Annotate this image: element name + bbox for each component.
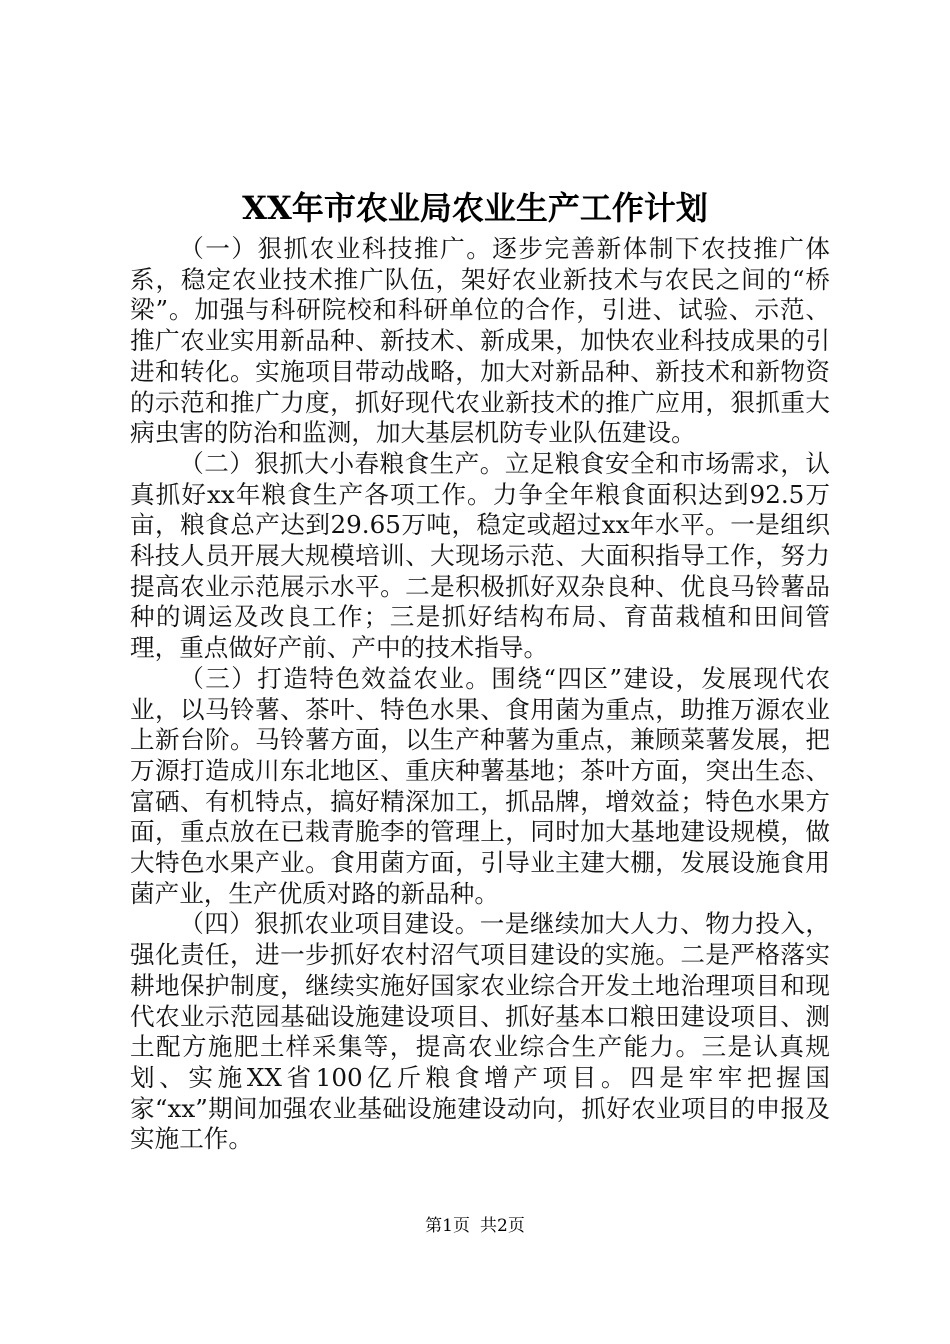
- page-number-current: 第1页: [425, 1216, 470, 1236]
- page-footer: [0, 1214, 950, 1238]
- paragraph-4: （四）狠抓农业项目建设。一是继续加大人力、物力投入，强化责任，进一步抓好农村沼气项目建设的实施。二是严格落实耕地保护制度，继续实施好国家农业综合开发土地治理项目和现代农业示范园基础设施建设项目、抓好基本口粮田建设项目、测土配方施肥土样采集等，提高农业综合生产能力。三是认真规划、实施XX省100亿斤粮食增产项目。四是牢牢把握国家“xx”期间加强农业基础设施建设动向，抓好农业项目的申报及实施工作。: [130, 909, 830, 1154]
- document-title: XX年市农业局农业生产工作计划: [242, 189, 708, 227]
- page-number-total: 共2页: [480, 1216, 525, 1236]
- paragraph-3: （三）打造特色效益农业。围绕“四区”建设，发展现代农业，以马铃薯、茶叶、特色水果、食用菌为重点，助推万源农业上新台阶。马铃薯方面，以生产种薯为重点，兼顾菜薯发展，把万源打造成川东北地区、重庆种薯基地；茶叶方面，突出生态、富硒、有机特点，搞好精深加工，抓品牌，增效益；特色水果方面，重点放在已栽青脆李的管理上，同时加大基地建设规模，做大特色水果产业。食用菌方面，引导业主建大棚，发展设施食用菌产业，生产优质对路的新品种。: [130, 663, 830, 908]
- paragraph-1: （一）狠抓农业科技推广。逐步完善新体制下农技推广体系，稳定农业技术推广队伍，架好农业新技术与农民之间的“桥梁”。加强与科研院校和科研单位的合作，引进、试验、示范、推广农业实用新品种、新技术、新成果，加快农业科技成果的引进和转化。实施项目带动战略，加大对新品种、新技术和新物资的示范和推广力度，抓好现代农业新技术的推广应用，狠抓重大病虫害的防治和监测，加大基层机防专业队伍建设。: [130, 234, 830, 448]
- paragraph-2: （二）狠抓大小春粮食生产。立足粮食安全和市场需求，认真抓好xx年粮食生产各项工作。力争全年粮食面积达到92.5万亩，粮食总产达到29.65万吨，稳定或超过xx年水平。一是组织科技人员开展大规模培训、大现场示范、大面积指导工作，努力提高农业示范展示水平。二是积极抓好双杂良种、优良马铃薯品种的调运及改良工作；三是抓好结构布局、育苗栽植和田间管理，重点做好产前、产中的技术指导。: [130, 448, 830, 663]
- document-body: [130, 234, 830, 1155]
